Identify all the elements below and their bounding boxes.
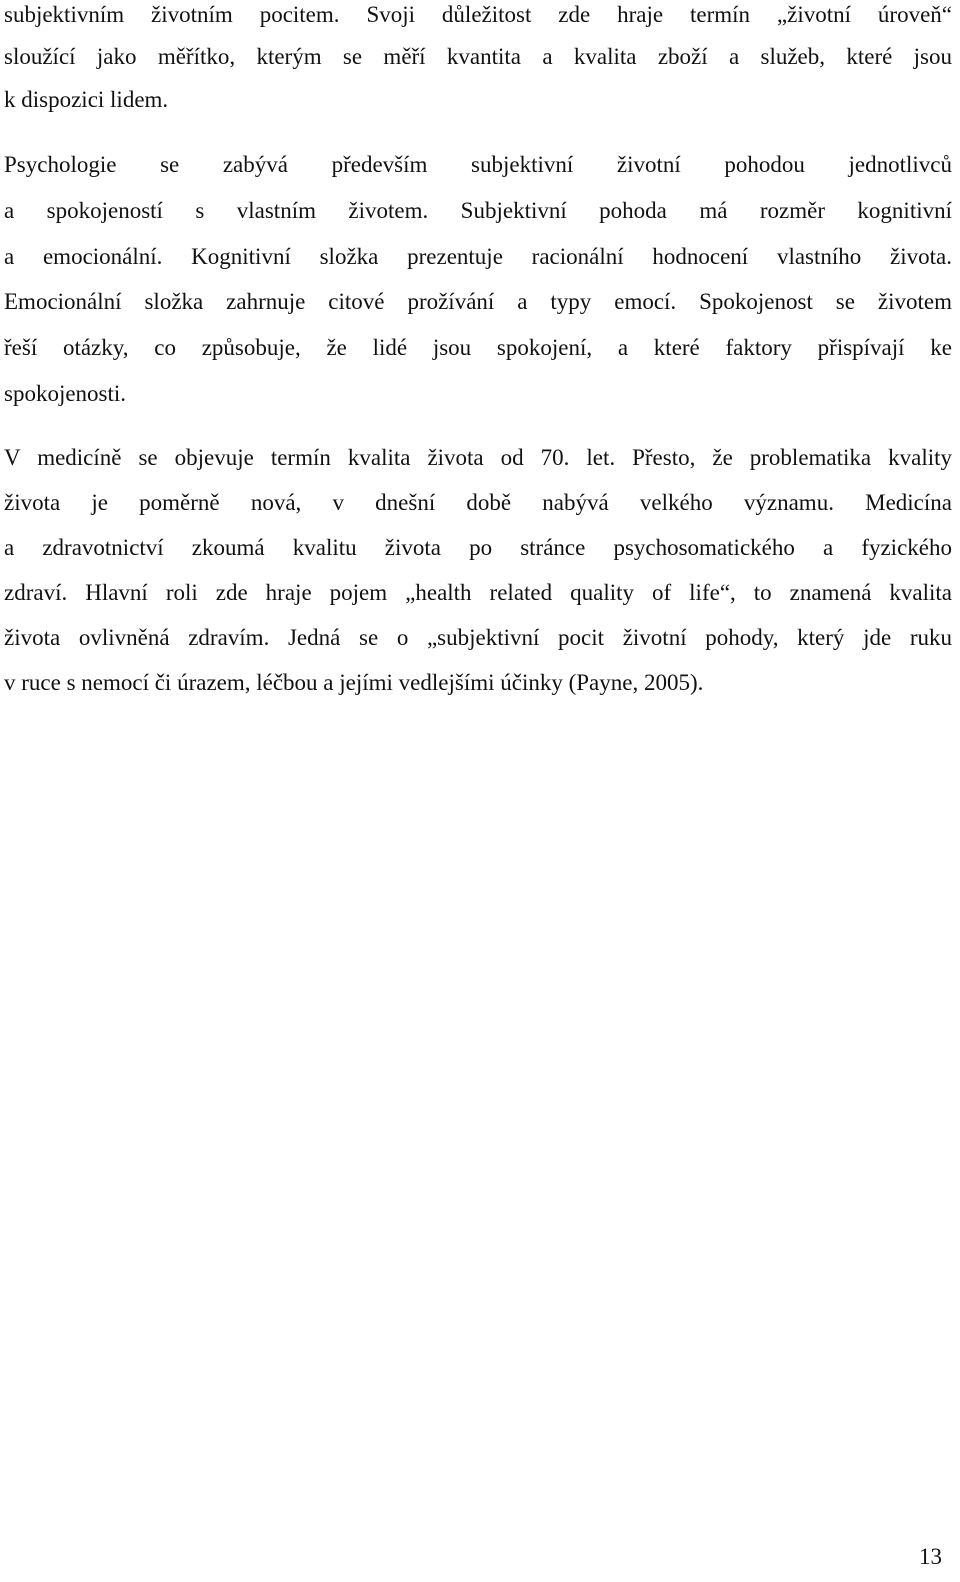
paragraph-2-line-6: spokojenosti.	[4, 381, 127, 406]
paragraph-2-line-4: Emocionální složka zahrnuje citové prožívání a typy emocí. Spokojenost se životem	[4, 289, 952, 314]
paragraph-3-line-2: života je poměrně nová, v dnešní době nabývá velkého významu. Medicína	[4, 490, 952, 515]
paragraph-1-line-3: k dispozici lidem.	[4, 87, 169, 112]
paragraph-3-line-1: V medicíně se objevuje termín kvalita života od 70. let. Přesto, že problematika kvality	[4, 445, 952, 470]
paragraph-1-line-2: sloužící jako měřítko, kterým se měří kvantita a kvalita zboží a služeb, které jsou	[4, 44, 952, 69]
paragraph-3-line-3: a zdravotnictví zkoumá kvalitu života po stránce psychosomatického a fyzického	[4, 535, 952, 560]
paragraph-3-line-5: života ovlivněná zdravím. Jedná se o „subjektivní pocit životní pohody, který jde ruku	[4, 625, 952, 650]
paragraph-3-line-6: v ruce s nemocí či úrazem, léčbou a jejími vedlejšími účinky (Payne, 2005).	[4, 670, 704, 695]
paragraph-3-line-4: zdraví. Hlavní roli zde hraje pojem „health related quality of life“, to znamená kvalita	[4, 580, 952, 605]
paragraph-2-line-2: a spokojeností s vlastním životem. Subjektivní pohoda má rozměr kognitivní	[4, 198, 952, 223]
paragraph-2-line-1: Psychologie se zabývá především subjektivní životní pohodou jednotlivců	[4, 152, 952, 177]
paragraph-2-line-3: a emocionální. Kognitivní složka prezentuje racionální hodnocení vlastního života.	[4, 244, 952, 269]
paragraph-1-line-1: subjektivním životním pocitem. Svoji důležitost zde hraje termín „životní úroveň“	[4, 2, 952, 27]
page-number: 13	[919, 1544, 942, 1569]
paragraph-2-line-5: řeší otázky, co způsobuje, že lidé jsou spokojení, a které faktory přispívají ke	[4, 335, 952, 360]
